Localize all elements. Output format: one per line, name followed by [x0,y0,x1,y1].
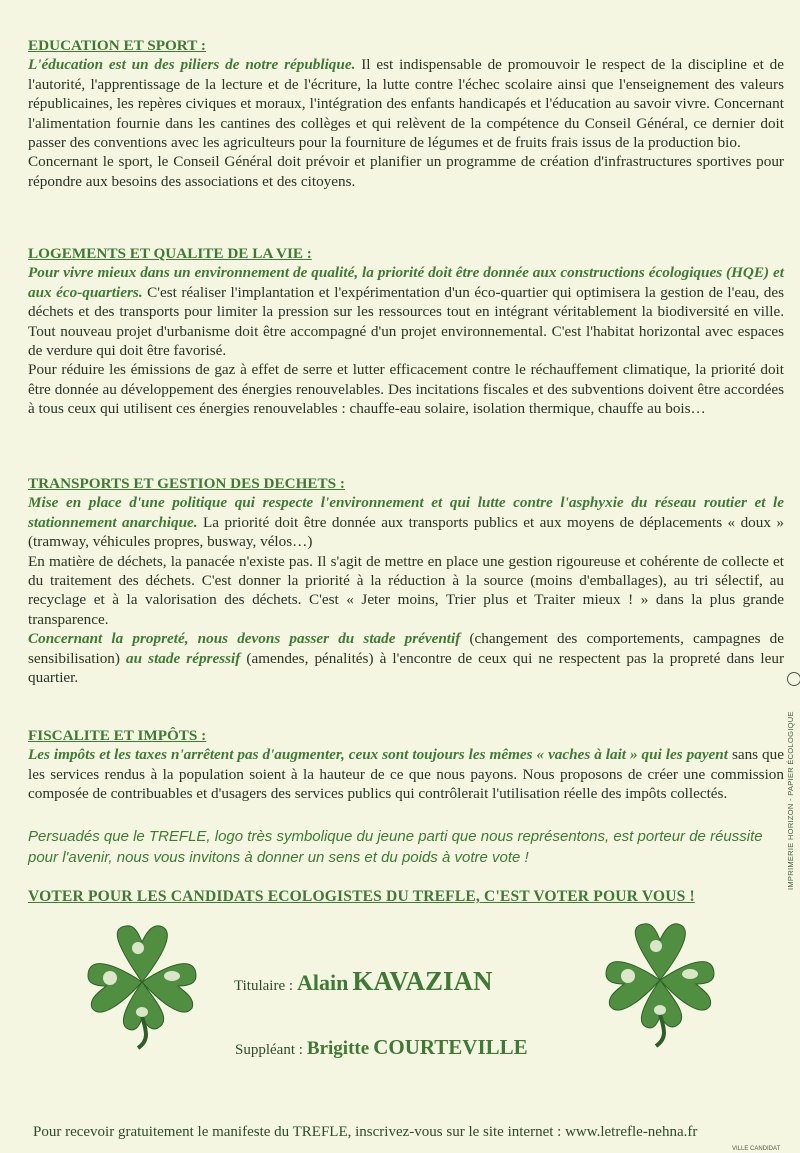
section-body: Il est indispensable de promouvoir le respect de la discipline et de l'autorité, l'apprentissage de la lecture et de l'écriture, la lutte contre l'échec scolaire ainsi que l'enseignement des valeurs républicaines, les repères civiques et moraux, l'intégration des enfants handicapés et l'éducation au savoir vivre. Concernant l'alimentation fournie dans les cantines des collèges et qui relèvent de la compétence du Conseil Général, ce dernier doit passer des conventions avec les agriculteurs pour la fourniture de légumes et de fruits frais issus de la production bio. [28,56,784,152]
suppleant-last-name: COURTEVILLE [373,1035,528,1059]
section-paragraph-extra: Concernant le sport, le Conseil Général doit prévoir et planifier un programme de création d'infrastructures sportives pour répondre aux besoins des associations et des citoyens. [28,153,784,190]
section-paragraph-mixed [28,629,784,687]
section-heading: TRANSPORTS ET GESTION DES DECHETS : [28,475,345,492]
section-paragraph [28,55,784,152]
titulaire-last-name: KAVAZIAN [352,966,493,996]
section-lead: Pour vivre mieux dans un environnement de qualité, la priorité doit être donnée aux constructions écologiques (HQE) et aux éco-quartiers. [28,264,784,301]
section-paragraph [28,263,784,360]
clover-logo-left [80,920,205,1050]
section-body: C'est réaliser l'implantation et l'expérimentation d'un éco-quartier qui optimisera la gestion de l'eau, des déchets et des transports pour limiter la pression sur les ressources tout en intégrant véritablement la biodiversité en ville. Tout nouveau projet d'urbanisme doit être accompagné d'un projet environnemental. C'est l'habitat horizontal avec espaces de verdure qui doit être favorisé. [28,283,784,360]
section-body: La priorité doit être donnée aux transports publics et aux moyens de déplacements « doux » (tramway, véhicules propres, busway, vélos…) [28,513,784,551]
section-lead: L'éducation est un des piliers de notre république. [28,56,356,74]
closing-paragraph: Persuadés que le TREFLE, logo très symbolique du jeune parti que nous représentons, est porteur de réussite pour l'avenir, nous vous invitons à donner un sens et du poids à votre vote ! [28,828,763,866]
section-paragraph [28,493,784,551]
titulaire-role: Titulaire : [234,978,294,994]
printer-mention: IMPRIMERIE HORIZON - PAPIER ÉCOLOGIQUE [786,711,795,890]
section-heading: FISCALITE ET IMPÔTS : [28,727,207,744]
section-paragraph [28,745,784,803]
section-paragraph-extra: Pour réduire les émissions de gaz à effet de serre et lutter efficacement contre le réchauffement climatique, la priorité doit être donnée au développement des énergies renouvelables. Des incitations fiscales et des subventions doivent être accordées à tous ceux qui utilisent ces énergies renouvelables : chauffe-eau solaire, isolation thermique, chauffe au bois… [28,361,784,418]
mixed-lead-c: au stade répressif [126,649,241,667]
candidate-suppleant [235,1035,528,1060]
section-body: sans que les services rendus à la population soient à la hauteur de ce que nous payons. Nous proposons de créer une commission composée de contribuables et d'usagers des services publics qui contrôlerait l'utilisation réelle des impôts collectés. [28,746,784,803]
mixed-text-b: (changement des comportements, campagnes de sensibilisation) [28,630,784,667]
suppleant-role: Suppléant : [235,1042,303,1058]
mixed-lead-a: Concernant la propreté, nous devons passer du stade préventif [28,630,461,648]
bottom-mark: VILLE CANDIDAT [732,1146,781,1152]
section-paragraph-extra: En matière de déchets, la panacée n'existe pas. Il s'agit de mettre en place une gestion rigoureuse et cohérente de collecte et du traitement des déchets. C'est donner la priorité à la réduction à la source (moins d'emballages), au tri sélectif, au recyclage et à la valorisation des déchets. C'est « Jeter moins, Trier plus et Traiter mieux ! » dans la plus grande transparence. [28,552,784,628]
footer-text: Pour recevoir gratuitement le manifeste du TREFLE, inscrivez-vous sur le site internet : www.letrefle-nehna.fr [33,1124,698,1140]
section-lead: Mise en place d'une politique qui respecte l'environnement et qui lutte contre l'asphyxie du réseau routier et le stationnement anarchique. [28,494,784,531]
section-heading: LOGEMENTS ET QUALITE DE LA VIE : [28,245,312,262]
section-lead: Les impôts et les taxes n'arrêtent pas d'augmenter, ceux sont toujours les mêmes « vaches à lait » qui les payent [28,746,728,764]
section-heading: EDUCATION ET SPORT : [28,37,206,54]
section-fiscalite [28,726,784,804]
suppleant-first-name: Brigitte [306,1038,370,1059]
mixed-text-d: (amendes, pénalités) à l'encontre de ceux qui ne respectent pas la propreté dans leur quartier. [28,649,785,687]
recycle-icon [787,672,800,686]
section-transports [28,474,784,687]
section-logements [28,244,784,419]
titulaire-first-name: Alain [297,970,349,995]
clover-logo-right [598,918,723,1048]
section-education [28,36,784,191]
slogan: VOTER POUR LES CANDIDATS ECOLOGISTES DU TREFLE, C'EST VOTER POUR VOUS ! [28,888,695,905]
candidate-titulaire [234,966,492,997]
